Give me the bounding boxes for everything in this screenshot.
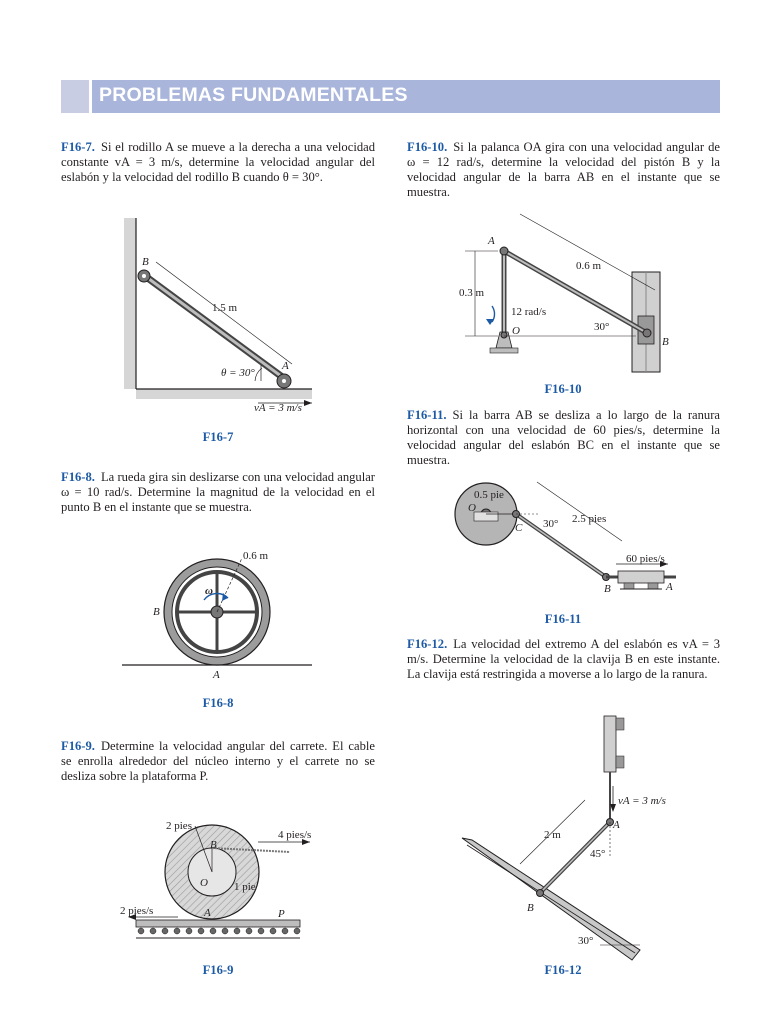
- angle-label: θ = 30°: [221, 367, 255, 379]
- length-label: 2.5 pies: [572, 513, 607, 525]
- angle-45-label: 45°: [590, 848, 606, 860]
- figure-caption-f16-10: F16-10: [544, 382, 582, 396]
- figure-caption-f16-7: F16-7: [202, 430, 234, 444]
- problem-text: La rueda gira sin deslizarse con una velocidad angular ω = 10 rad/s. Determine la magnitud de la velocidad en el punto B en el instante que se muestra.: [61, 470, 375, 514]
- problem-text: Si el rodillo A se mueve a la derecha a una velocidad constante vA = 3 m/s, determine la velocidad angular del eslabón y la velocidad del rodillo B cuando θ = 30°.: [61, 140, 375, 184]
- problem-text: Si la palanca OA gira con una velocidad angular de ω = 12 rad/s, determine la velocidad del pistón B y la velocidad angular de la barra AB en el instante que se muestra.: [407, 140, 720, 199]
- peg-b: [537, 890, 544, 897]
- label-b: B: [142, 256, 149, 268]
- label-o: O: [512, 325, 520, 337]
- problem-id: F16-10.: [407, 140, 448, 154]
- height-label: 0.3 m: [459, 287, 485, 299]
- velocity-label: vA = 3 m/s: [618, 795, 666, 807]
- label-o: O: [200, 877, 208, 889]
- omega-label: 12 rad/s: [511, 306, 547, 318]
- label-a: A: [488, 235, 495, 247]
- label-c: C: [515, 522, 523, 534]
- problem-text: La velocidad del extremo A del eslabón es vA = 3 m/s. Determine la velocidad de la clavija B en este instante. La clavija está restringida a moverse a lo largo de la ranura.: [407, 637, 720, 681]
- figure-caption-f16-8: F16-8: [202, 696, 234, 710]
- radius-label: 0.6 m: [243, 550, 269, 562]
- velocity-label: vA = 3 m/s: [254, 402, 302, 414]
- inner-radius-label: 1 pie: [234, 881, 256, 893]
- problem-id: F16-8.: [61, 470, 95, 484]
- angle-label: 30°: [594, 321, 610, 333]
- label-b: B: [604, 583, 611, 595]
- label-a: A: [613, 819, 620, 831]
- length-label: 2 m: [544, 829, 561, 841]
- velocity-label: 60 pies/s: [626, 553, 665, 565]
- radius-label: 0.5 pie: [474, 489, 504, 501]
- angle-label: 30°: [543, 518, 559, 530]
- problem-id: F16-9.: [61, 739, 95, 753]
- problem-id: F16-7.: [61, 140, 95, 154]
- section-title: PROBLEMAS FUNDAMENTALES: [99, 84, 408, 106]
- label-b: B: [153, 606, 160, 618]
- figure-caption-f16-9: F16-9: [202, 963, 234, 977]
- label-b: B: [527, 902, 534, 914]
- problem-text: Determine la velocidad angular del carrete. El cable se enrolla alrededor del núcleo interno y el carrete no se desliza sobre la plataforma P.: [61, 739, 375, 783]
- label-a: A: [213, 669, 220, 681]
- angle-30-label: 30°: [578, 935, 594, 947]
- problem-id: F16-11.: [407, 408, 447, 422]
- omega-label: ω: [205, 585, 213, 597]
- label-o: O: [468, 502, 476, 514]
- length-label: 0.6 m: [576, 260, 602, 272]
- label-b: B: [210, 839, 217, 851]
- label-b: B: [662, 336, 669, 348]
- problem-id: F16-12.: [407, 637, 448, 651]
- label-a: A: [666, 581, 673, 593]
- label-a: A: [204, 907, 211, 919]
- outer-radius-label: 2 pies: [166, 820, 192, 832]
- vertical-guide: [604, 716, 616, 772]
- velocity-bottom-label: 2 pies/s: [120, 905, 154, 917]
- figure-caption-f16-11: F16-11: [544, 612, 582, 626]
- problem-text: Si la barra AB se desliza a lo largo de la ranura horizontal con una velocidad de 60 pies/s, determine la velocidad angular del eslabón BC en el instante que se muestra.: [407, 408, 720, 467]
- figure-caption-f16-12: F16-12: [544, 963, 582, 977]
- label-a: A: [282, 360, 289, 372]
- velocity-top-label: 4 pies/s: [278, 829, 312, 841]
- length-label: 1.5 m: [212, 302, 238, 314]
- label-p: P: [278, 908, 285, 920]
